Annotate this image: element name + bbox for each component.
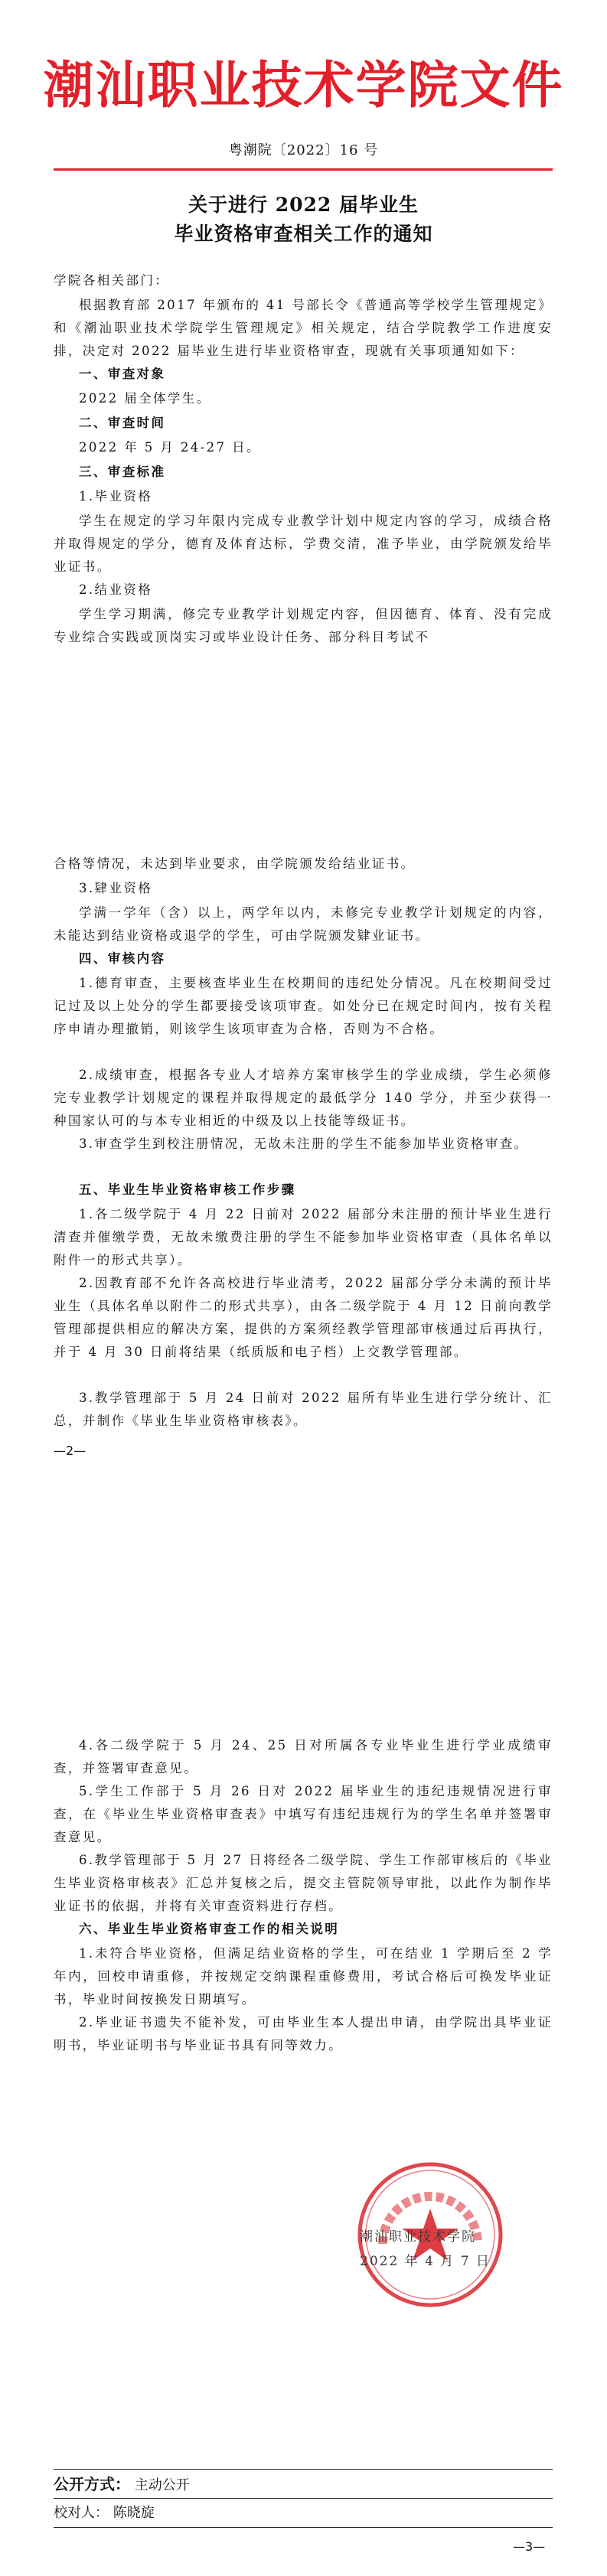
section-4-item-1: 1.德育审查，主要核查毕业生在校期间的违纪处分情况。凡在校期间受过记过及以上处分的学生都要接受该项审查。如处分已在规定时间内，按有关程序申请办理撤销，则该学生该项审查为合格，否则为不合格。 xyxy=(54,976,553,1036)
intro-paragraph: 根据教育部 2017 年颁布的 41 号部长令《普通高等学校学生管理规定》和《潮汕职业技术学院学生管理规定》相关规定，结合学院教学工作进度安排，决定对 2022 届毕业生进行毕业资格审查，现就有关事项通知如下： xyxy=(54,298,553,358)
proofreader-label: 校对人： xyxy=(54,2505,109,2521)
proofreader-value: 陈晓旋 xyxy=(113,2505,155,2521)
section-4-item-3: 3.审查学生到校注册情况，无故未注册的学生不能参加毕业资格审查。 xyxy=(79,1136,529,1151)
document-number: 粤潮院〔2022〕16 号 xyxy=(228,142,379,158)
salutation: 学院各相关部门： xyxy=(54,273,170,288)
section-1-heading: 一、审查对象 xyxy=(79,367,166,381)
section-4-item-2: 2.成绩审查，根据各专业人才培养方案审核学生的学业成绩，学生必须修完专业教学计划规定的课程并取得规定的最低学分 140 学分，并至少获得一种国家认可的与本专业相近的中级及以上技能等级证书。 xyxy=(54,1068,553,1128)
attendance-qualification-text: 学满一学年（含）以上，两学年以内，未修完专业教学计划规定的内容，未能达到结业资格或退学的学生，可由学院颁发肄业证书。 xyxy=(54,905,553,943)
section-2-text: 2022 年 5 月 24-27 日。 xyxy=(79,440,261,455)
document-header-title: 潮汕职业技术学院文件 xyxy=(43,56,564,115)
graduation-qualification-text: 学生在规定的学习年限内完成专业教学计划中规定内容的学习，成绩合格并取得规定的学分，德育及体育达标，学费交清，准予毕业，由学院颁发给毕业证书。 xyxy=(54,514,553,574)
completion-qualification-title: 2.结业资格 xyxy=(79,582,153,597)
section-4-heading: 四、审核内容 xyxy=(79,951,166,966)
attendance-qualification-title: 3.肄业资格 xyxy=(79,881,153,895)
section-6-heading: 六、毕业生毕业资格审查工作的相关说明 xyxy=(79,1922,340,1936)
disclosure-row xyxy=(54,2473,190,2496)
completion-qualification-text-b: 合格等情况，未达到毕业要求，由学院颁发给结业证书。 xyxy=(54,856,416,871)
section-5-heading: 五、毕业生毕业资格审核工作步骤 xyxy=(79,1182,296,1197)
section-5-item-3: 3.教学管理部于 5 月 24 日前对 2022 届所有毕业生进行学分统计、汇总，并制作《毕业生毕业资格审核表》。 xyxy=(54,1391,553,1428)
section-6-item-2: 2.毕业证书遗失不能补发，可由毕业生本人提出申请，由学院出具毕业证明书，毕业证明书与毕业证书具有同等效力。 xyxy=(54,2015,553,2053)
footer-divider-bottom xyxy=(54,2527,553,2528)
disclosure-label: 公开方式： xyxy=(54,2475,130,2493)
page-number-2: —2— xyxy=(54,1443,86,1458)
section-6-item-1: 1.未符合毕业资格，但满足结业资格的学生，可在结业 1 学期后至 2 学年内，回校申请重修，并按规定交纳课程重修费用，考试合格后可换发毕业证书，毕业时间按换发日期填写。 xyxy=(54,1946,553,2007)
section-5-item-6: 6.教学管理部于 5 月 27 日将经各二级学院、学生工作部审核后的《毕业生毕业资格审核表》汇总并复核之后，提交主管院领导审批，以此作为制作毕业证书的依据，并将有关审查资料进行存档。 xyxy=(54,1853,553,1913)
graduation-qualification-title: 1.毕业资格 xyxy=(79,489,153,504)
page-number-3: —3— xyxy=(513,2539,546,2554)
footer-divider-top xyxy=(54,2469,553,2470)
notice-title-line1: 关于进行 2022 届毕业生 xyxy=(188,194,419,216)
signature-organization: 潮汕职业技术学院 xyxy=(360,2229,476,2245)
completion-qualification-text-a: 学生学习期满，修完专业教学计划规定内容，但因德育、体育、没有完成专业综合实践或顶岗实习或毕业设计任务、部分科目考试不 xyxy=(54,607,553,644)
section-5-item-4: 4.各二级学院于 5 月 24、25 日对所属各专业毕业生进行学业成绩审查，并签署审查意见。 xyxy=(54,1738,553,1775)
section-5-item-2: 2.因教育部不允许各高校进行毕业清考，2022 届部分学分未满的预计毕业生（具体名单以附件二的形式共享），由各二级学院于 4 月 12 日前向教学管理部提供相应的解决方案，提供的方案须经教学管理部审核通过后再执行，并于 4 月 30 日前将结果（纸质版和电子档）上交教学管理部。 xyxy=(54,1276,553,1359)
signature-date: 2022 年 4 月 7 日 xyxy=(360,2254,491,2269)
section-2-heading: 二、审查时间 xyxy=(79,416,166,430)
section-5-item-5: 5.学生工作部于 5 月 26 日对 2022 届毕业生的违纪违规情况进行审查，在《毕业生毕业资格审查表》中填写有违纪违规行为的学生名单并签署审查意见。 xyxy=(54,1784,553,1844)
footer-divider-middle xyxy=(54,2498,553,2499)
section-5-item-1: 1.各二级学院于 4 月 22 日前对 2022 届部分未注册的预计毕业生进行清查并催缴学费，无故未缴费注册的学生不能参加毕业资格审查（具体名单以附件一的形式共享）。 xyxy=(54,1207,553,1267)
disclosure-value: 主动公开 xyxy=(134,2477,190,2493)
section-1-text: 2022 届全体学生。 xyxy=(79,391,211,406)
notice-title-line2: 毕业资格审查相关工作的通知 xyxy=(174,223,433,245)
section-3-heading: 三、审查标准 xyxy=(79,465,166,479)
header-red-rule xyxy=(54,168,553,171)
proofreader-row xyxy=(54,2503,155,2524)
